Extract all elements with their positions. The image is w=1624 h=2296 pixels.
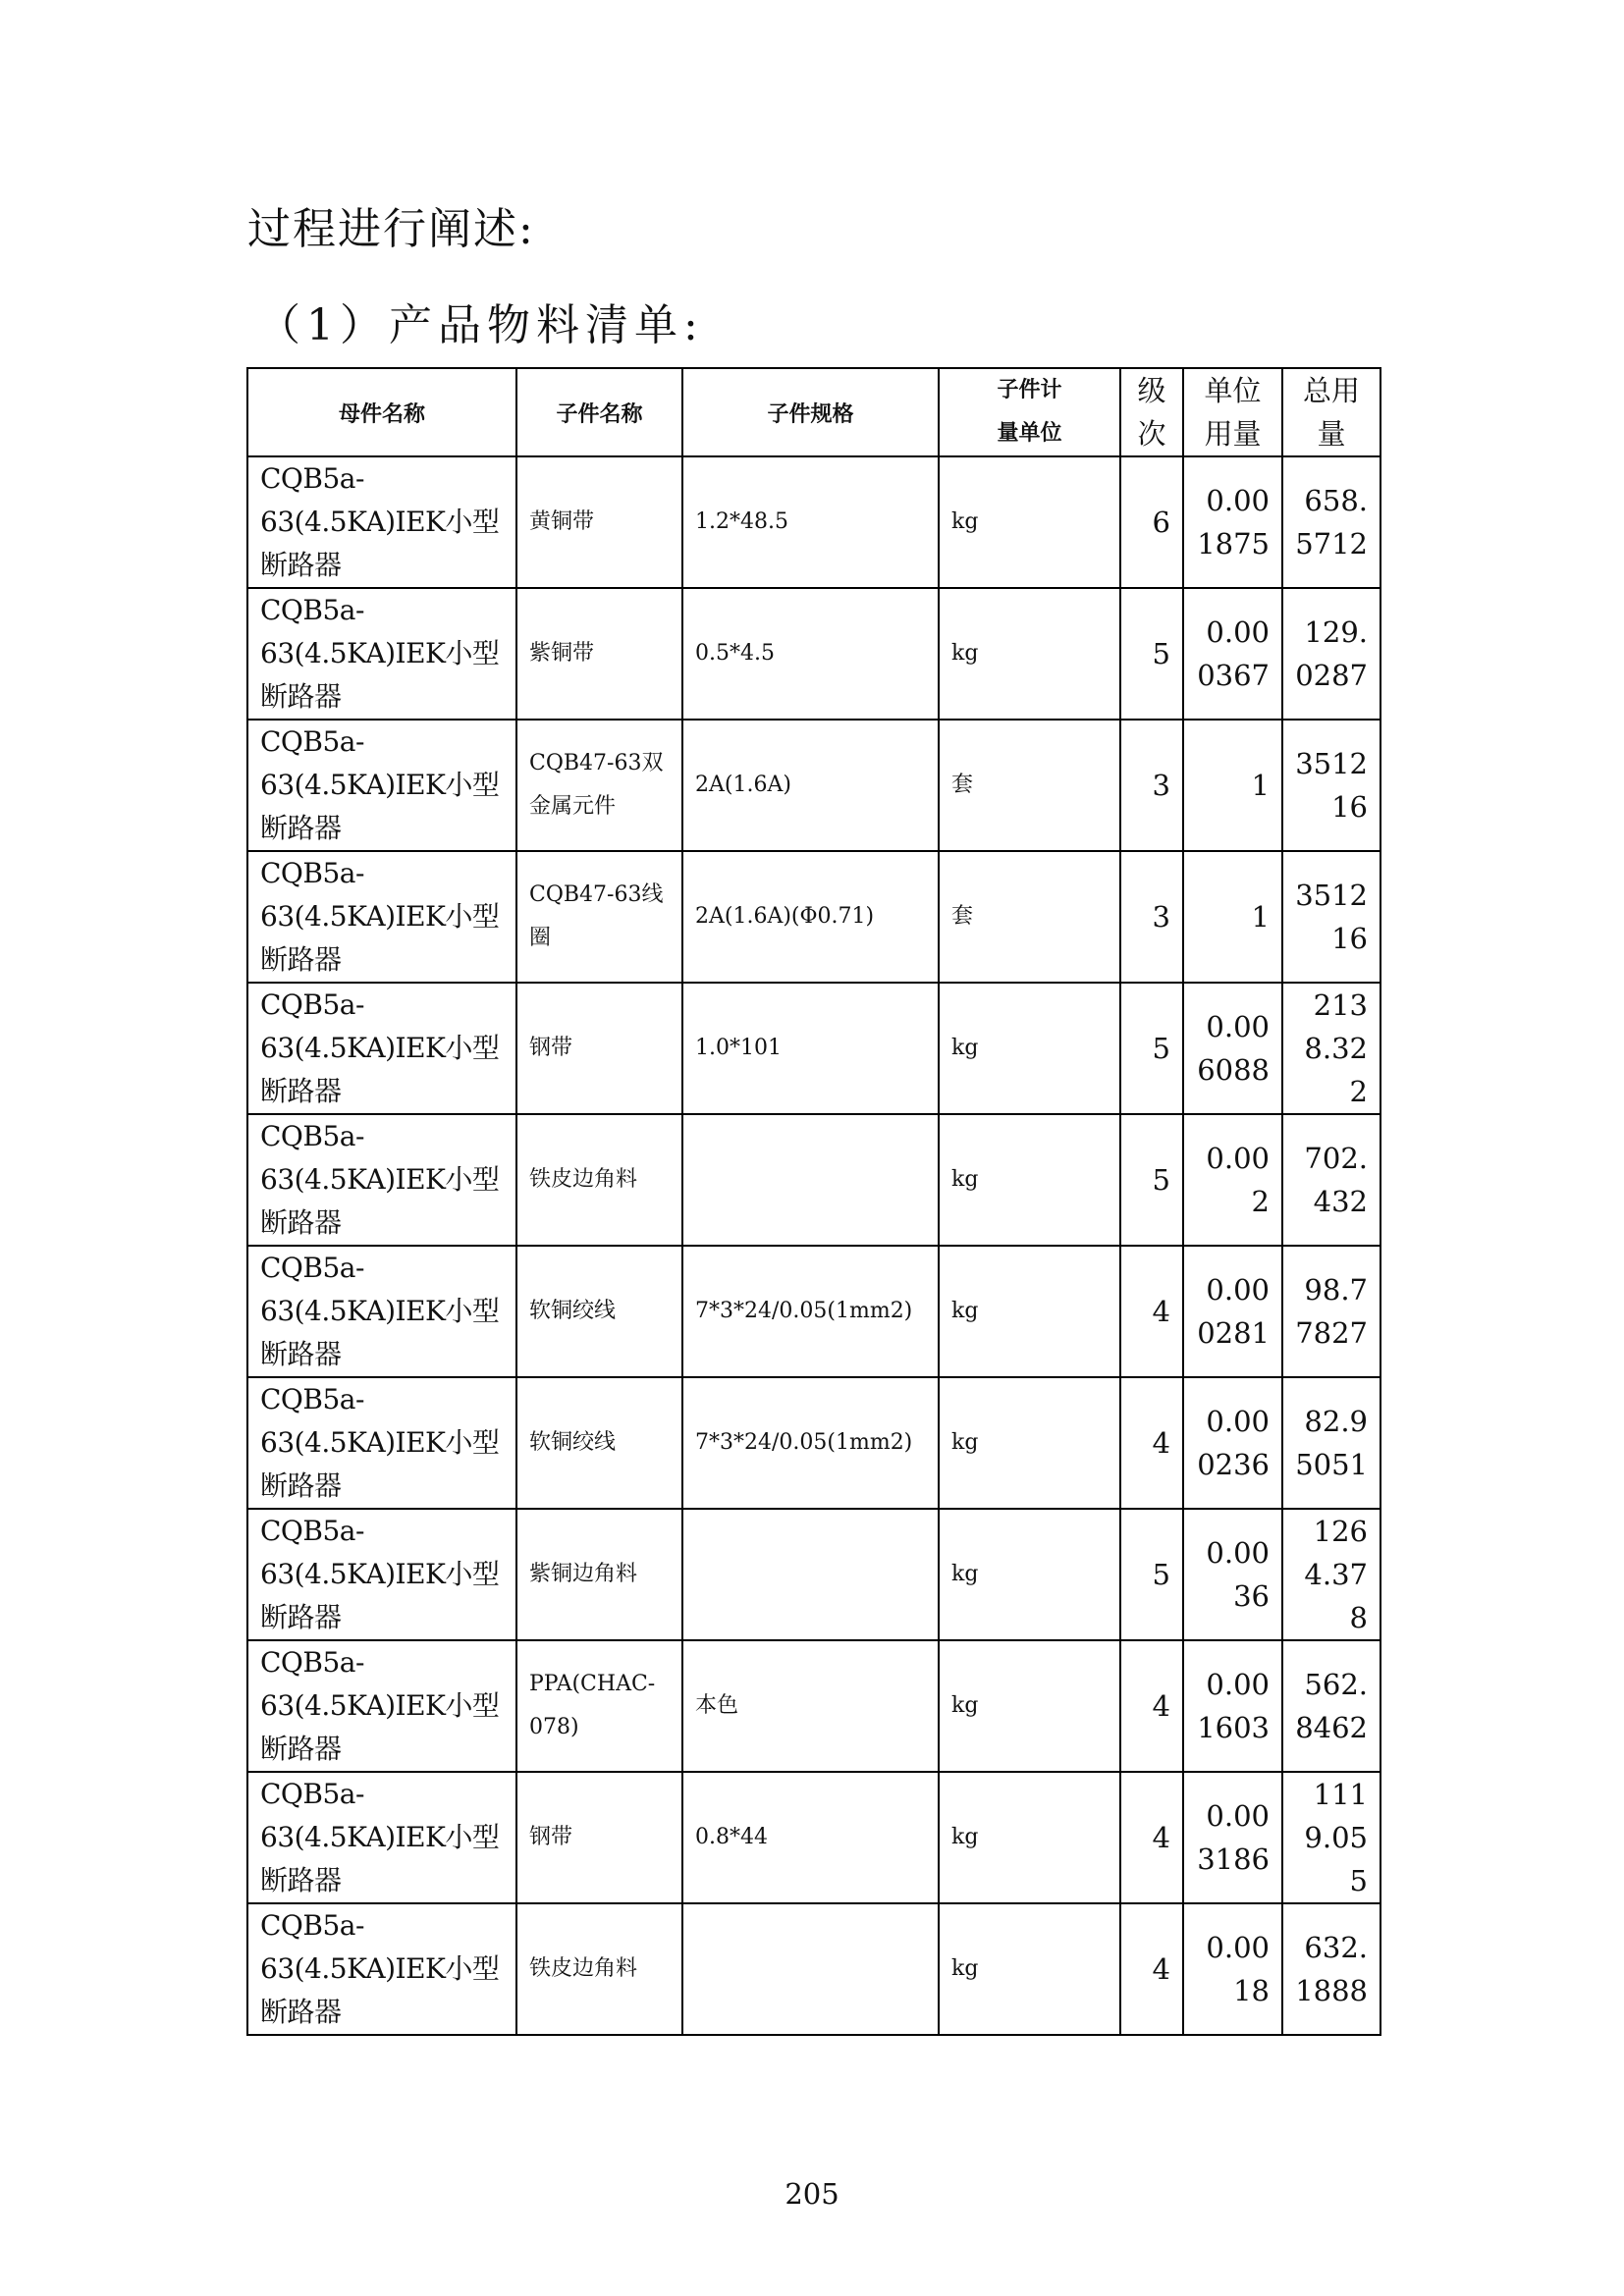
child-spec-cell: 0.8*44 xyxy=(682,1772,939,1903)
parent-name-cell: CQB5a-63(4.5KA)IEK小型断路器 xyxy=(247,1772,516,1903)
total-usage-cell: 351216 xyxy=(1282,851,1380,983)
child-name-cell: CQB47-63双金属元件 xyxy=(516,720,682,851)
level-cell: 3 xyxy=(1120,720,1183,851)
unit-usage-cell: 0.006088 xyxy=(1183,983,1282,1114)
child-spec-cell: 2A(1.6A) xyxy=(682,720,939,851)
child-name-cell: CQB47-63线圈 xyxy=(516,851,682,983)
total-usage-cell: 632.1888 xyxy=(1282,1903,1380,2035)
child-spec-cell: 0.5*4.5 xyxy=(682,588,939,720)
total-usage-cell: 2138.322 xyxy=(1282,983,1380,1114)
child-spec-cell: 本色 xyxy=(682,1640,939,1772)
unit-cell: kg xyxy=(939,1772,1120,1903)
level-cell: 4 xyxy=(1120,1640,1183,1772)
table-row xyxy=(247,1640,1380,1772)
child-spec-cell xyxy=(682,1903,939,2035)
child-spec-cell: 1.0*101 xyxy=(682,983,939,1114)
child-name-cell: 黄铜带 xyxy=(516,456,682,588)
unit-usage-cell: 1 xyxy=(1183,851,1282,983)
table-row xyxy=(247,1772,1380,1903)
unit-usage-cell: 0.000236 xyxy=(1183,1377,1282,1509)
parent-name-cell: CQB5a-63(4.5KA)IEK小型断路器 xyxy=(247,1640,516,1772)
parent-name-cell: CQB5a-63(4.5KA)IEK小型断路器 xyxy=(247,1509,516,1640)
unit-usage-cell: 0.0036 xyxy=(1183,1509,1282,1640)
unit-cell: kg xyxy=(939,588,1120,720)
parent-name-cell: CQB5a-63(4.5KA)IEK小型断路器 xyxy=(247,720,516,851)
unit-cell: kg xyxy=(939,456,1120,588)
child-spec-cell: 2A(1.6A)(Φ0.71) xyxy=(682,851,939,983)
unit-usage-cell: 1 xyxy=(1183,720,1282,851)
header-child-name: 子件名称 xyxy=(516,368,682,456)
table-row xyxy=(247,1903,1380,2035)
child-name-cell: PPA(CHAC-078) xyxy=(516,1640,682,1772)
unit-usage-cell: 0.001603 xyxy=(1183,1640,1282,1772)
unit-cell: kg xyxy=(939,1246,1120,1377)
level-cell: 5 xyxy=(1120,1114,1183,1246)
child-name-cell: 铁皮边角料 xyxy=(516,1903,682,2035)
total-usage-cell: 129.0287 xyxy=(1282,588,1380,720)
table-row xyxy=(247,1377,1380,1509)
total-usage-cell: 1264.378 xyxy=(1282,1509,1380,1640)
header-parent-name: 母件名称 xyxy=(247,368,516,456)
unit-cell: kg xyxy=(939,1509,1120,1640)
total-usage-cell: 658.5712 xyxy=(1282,456,1380,588)
parent-name-cell: CQB5a-63(4.5KA)IEK小型断路器 xyxy=(247,1377,516,1509)
table-row xyxy=(247,720,1380,851)
child-spec-cell xyxy=(682,1114,939,1246)
header-total-usage: 总用 量 xyxy=(1282,368,1380,456)
header-child-spec: 子件规格 xyxy=(682,368,939,456)
table-row xyxy=(247,983,1380,1114)
section-heading: 过程进行阐述: xyxy=(247,204,535,254)
total-usage-cell: 82.95051 xyxy=(1282,1377,1380,1509)
header-unit-usage: 单位 用量 xyxy=(1183,368,1282,456)
child-name-cell: 软铜绞线 xyxy=(516,1377,682,1509)
level-cell: 4 xyxy=(1120,1772,1183,1903)
level-cell: 4 xyxy=(1120,1903,1183,2035)
table-row xyxy=(247,851,1380,983)
total-usage-cell: 702.432 xyxy=(1282,1114,1380,1246)
unit-usage-cell: 0.0018 xyxy=(1183,1903,1282,2035)
parent-name-cell: CQB5a-63(4.5KA)IEK小型断路器 xyxy=(247,1114,516,1246)
child-spec-cell: 7*3*24/0.05(1mm2) xyxy=(682,1246,939,1377)
level-cell: 6 xyxy=(1120,456,1183,588)
child-spec-cell xyxy=(682,1509,939,1640)
child-name-cell: 紫铜带 xyxy=(516,588,682,720)
unit-usage-cell: 0.003186 xyxy=(1183,1772,1282,1903)
table-header-row xyxy=(247,368,1380,456)
unit-cell: 套 xyxy=(939,851,1120,983)
table-body xyxy=(247,456,1380,2035)
child-name-cell: 紫铜边角料 xyxy=(516,1509,682,1640)
total-usage-cell: 98.77827 xyxy=(1282,1246,1380,1377)
level-cell: 5 xyxy=(1120,983,1183,1114)
level-cell: 4 xyxy=(1120,1377,1183,1509)
unit-cell: kg xyxy=(939,1377,1120,1509)
child-spec-cell: 7*3*24/0.05(1mm2) xyxy=(682,1377,939,1509)
level-cell: 3 xyxy=(1120,851,1183,983)
unit-cell: kg xyxy=(939,983,1120,1114)
level-cell: 4 xyxy=(1120,1246,1183,1377)
level-cell: 5 xyxy=(1120,588,1183,720)
subsection-heading: （1）产品物料清单: xyxy=(257,300,704,350)
level-cell: 5 xyxy=(1120,1509,1183,1640)
bom-table xyxy=(246,367,1381,2036)
unit-usage-cell: 0.001875 xyxy=(1183,456,1282,588)
parent-name-cell: CQB5a-63(4.5KA)IEK小型断路器 xyxy=(247,1246,516,1377)
child-name-cell: 钢带 xyxy=(516,983,682,1114)
unit-usage-cell: 0.002 xyxy=(1183,1114,1282,1246)
parent-name-cell: CQB5a-63(4.5KA)IEK小型断路器 xyxy=(247,983,516,1114)
child-name-cell: 软铜绞线 xyxy=(516,1246,682,1377)
table-row xyxy=(247,1509,1380,1640)
parent-name-cell: CQB5a-63(4.5KA)IEK小型断路器 xyxy=(247,1903,516,2035)
unit-usage-cell: 0.000367 xyxy=(1183,588,1282,720)
total-usage-cell: 562.8462 xyxy=(1282,1640,1380,1772)
total-usage-cell: 1119.055 xyxy=(1282,1772,1380,1903)
unit-cell: kg xyxy=(939,1640,1120,1772)
header-unit: 子件计 量单位 xyxy=(939,368,1120,456)
parent-name-cell: CQB5a-63(4.5KA)IEK小型断路器 xyxy=(247,851,516,983)
table-row xyxy=(247,588,1380,720)
table-row xyxy=(247,456,1380,588)
child-name-cell: 铁皮边角料 xyxy=(516,1114,682,1246)
child-spec-cell: 1.2*48.5 xyxy=(682,456,939,588)
total-usage-cell: 351216 xyxy=(1282,720,1380,851)
parent-name-cell: CQB5a-63(4.5KA)IEK小型断路器 xyxy=(247,456,516,588)
table-row xyxy=(247,1114,1380,1246)
unit-cell: kg xyxy=(939,1903,1120,2035)
table-row xyxy=(247,1246,1380,1377)
page-number: 205 xyxy=(785,2177,839,2211)
unit-cell: 套 xyxy=(939,720,1120,851)
header-level: 级 次 xyxy=(1120,368,1183,456)
unit-cell: kg xyxy=(939,1114,1120,1246)
child-name-cell: 钢带 xyxy=(516,1772,682,1903)
parent-name-cell: CQB5a-63(4.5KA)IEK小型断路器 xyxy=(247,588,516,720)
unit-usage-cell: 0.000281 xyxy=(1183,1246,1282,1377)
